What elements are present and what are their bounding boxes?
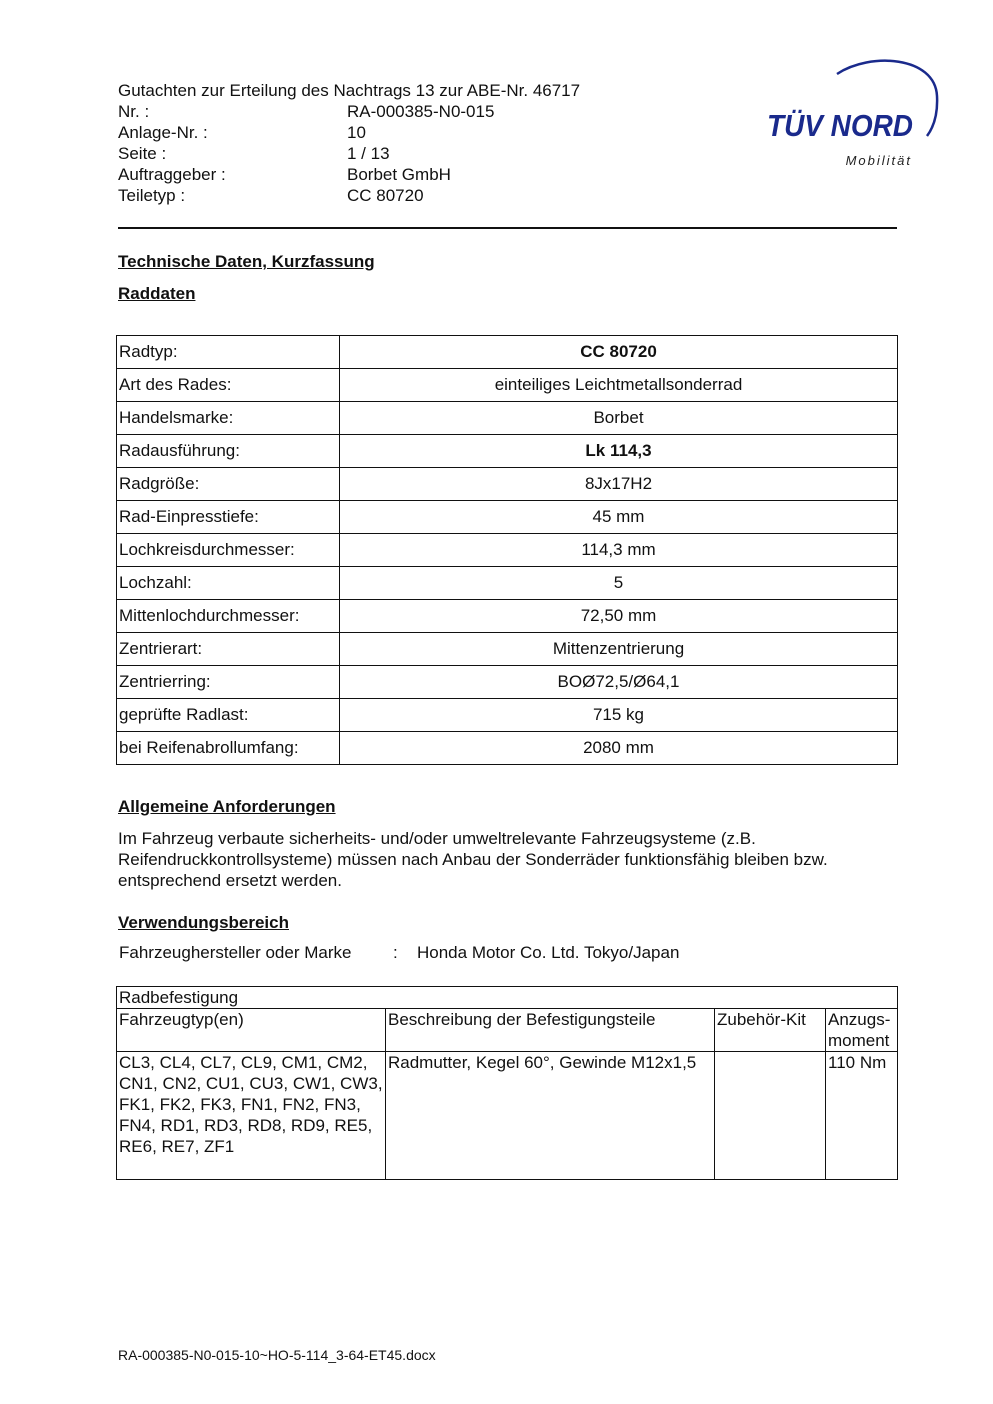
section-heading-raddaten: Raddaten: [118, 284, 196, 303]
verwendung-value: Honda Motor Co. Ltd. Tokyo/Japan: [417, 943, 680, 962]
table-title-row: [117, 987, 898, 1009]
row-label: Handelsmarke:: [117, 402, 340, 435]
footer-filename: RA-000385-N0-015-10~HO-5-114_3-64-ET45.docx: [118, 1347, 436, 1363]
header-value: RA-000385-N0-015: [347, 102, 495, 121]
column-header: Fahrzeugtyp(en): [117, 1009, 386, 1052]
header-label: Nr. :: [118, 102, 150, 121]
section-heading-tech: Technische Daten, Kurzfassung: [118, 252, 375, 271]
table-row: [117, 369, 898, 402]
report-title: Gutachten zur Erteilung des Nachtrags 13 zur ABE-Nr. 46717: [118, 81, 581, 100]
row-value: Borbet: [340, 402, 898, 435]
table-row: [117, 501, 898, 534]
row-value: einteiliges Leichtmetallsonderrad: [340, 369, 898, 402]
table-row: [117, 699, 898, 732]
table-row: [117, 567, 898, 600]
table-row: [117, 402, 898, 435]
table-row: [117, 666, 898, 699]
header-divider: [118, 227, 897, 229]
row-label: Zentrierring:: [117, 666, 340, 699]
column-header: Beschreibung der Befestigungsteile: [386, 1009, 715, 1052]
header-row-teiletyp: [118, 185, 678, 206]
row-label: bei Reifenabrollumfang:: [117, 732, 340, 765]
row-label: Art des Rades:: [117, 369, 340, 402]
row-label: Radtyp:: [117, 336, 340, 369]
row-value: 45 mm: [340, 501, 898, 534]
table-row: [117, 600, 898, 633]
radbefestigung-title: Radbefestigung: [117, 987, 898, 1009]
row-value: 2080 mm: [340, 732, 898, 765]
accessory-kit-cell: [715, 1052, 826, 1180]
column-header: Zubehör-Kit: [715, 1009, 826, 1052]
logo-sub: Mobilität: [845, 153, 912, 168]
verwendung-row: [119, 943, 679, 963]
torque-cell: 110 Nm: [826, 1052, 898, 1180]
row-label: Lochkreisdurchmesser:: [117, 534, 340, 567]
header-value: 1 / 13: [347, 144, 390, 163]
row-value: 5: [340, 567, 898, 600]
verwendung-separator: :: [393, 943, 398, 962]
allgemein-paragraph: Im Fahrzeug verbaute sicherheits- und/oder umweltrelevante Fahrzeugsysteme (z.B. Reifendruckkontrollsysteme) müssen nach Anbau der Sonderräder funktionsfähig bleiben bzw. entsprechend ersetzt werden.: [118, 829, 828, 890]
row-value: BOØ72,5/Ø64,1: [340, 666, 898, 699]
header-row-anlage: [118, 122, 678, 143]
row-value: 114,3 mm: [340, 534, 898, 567]
header-value: Borbet GmbH: [347, 165, 451, 184]
row-label: geprüfte Radlast:: [117, 699, 340, 732]
table-row: [117, 732, 898, 765]
table-header-row: [117, 1009, 898, 1052]
table-row: [117, 633, 898, 666]
row-value: 72,50 mm: [340, 600, 898, 633]
header-label: Anlage-Nr. :: [118, 123, 208, 142]
table-row: [117, 534, 898, 567]
header-row-nr: [118, 101, 678, 122]
vehicle-types-cell: CL3, CL4, CL7, CL9, CM1, CM2, CN1, CN2, CU1, CU3, CW1, CW3, FK1, FK2, FK3, FN1, FN2, FN3, FN4, RD1, RD3, RD8, RD9, RE5, RE6, RE7, ZF1: [117, 1052, 386, 1180]
row-value: CC 80720: [340, 336, 898, 369]
row-label: Radgröße:: [117, 468, 340, 501]
column-header: Anzugs-moment: [826, 1009, 898, 1052]
verwendung-label: Fahrzeughersteller oder Marke: [119, 943, 352, 962]
radbefestigung-table: [116, 986, 898, 1180]
section-heading-verwendung: Verwendungsbereich: [118, 913, 289, 932]
row-label: Rad-Einpresstiefe:: [117, 501, 340, 534]
logo-brand: TÜV NORD: [767, 108, 913, 143]
row-value: Mittenzentrierung: [340, 633, 898, 666]
fastener-description-cell: Radmutter, Kegel 60°, Gewinde M12x1,5: [386, 1052, 715, 1180]
table-row: [117, 336, 898, 369]
tuv-nord-logo: [765, 56, 945, 176]
header-value: 10: [347, 123, 366, 142]
row-label: Mittenlochdurchmesser:: [117, 600, 340, 633]
raddaten-table: [116, 335, 898, 765]
row-value: 8Jx17H2: [340, 468, 898, 501]
row-value: Lk 114,3: [340, 435, 898, 468]
section-heading-allgemein: Allgemeine Anforderungen: [118, 797, 336, 816]
row-label: Lochzahl:: [117, 567, 340, 600]
header-label: Teiletyp :: [118, 186, 186, 205]
header-label: Seite :: [118, 144, 167, 163]
header-value: CC 80720: [347, 186, 424, 205]
table-row: [117, 468, 898, 501]
document-header: [118, 80, 678, 206]
header-label: Auftraggeber :: [118, 165, 226, 184]
table-row: [117, 435, 898, 468]
header-row-auftraggeber: [118, 164, 678, 185]
header-row-seite: [118, 143, 678, 164]
row-label: Zentrierart:: [117, 633, 340, 666]
row-label: Radausführung:: [117, 435, 340, 468]
row-value: 715 kg: [340, 699, 898, 732]
table-row: [117, 1052, 898, 1180]
